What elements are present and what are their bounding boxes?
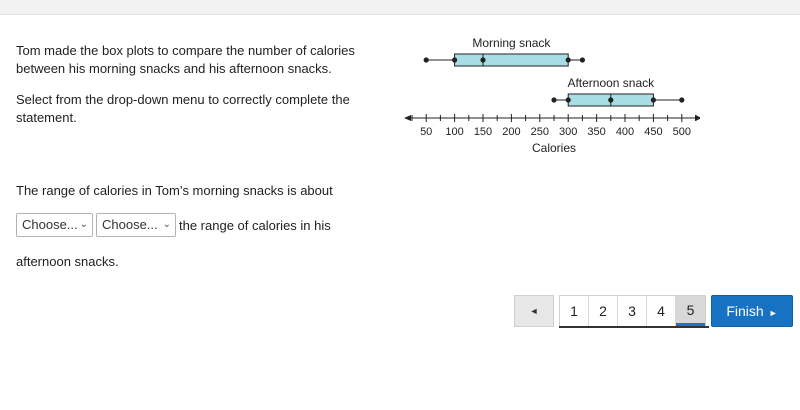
chevron-down-icon: ⌄ (79, 219, 88, 230)
page-button-2[interactable]: 2 (589, 296, 618, 326)
page-button-4[interactable]: 4 (647, 296, 676, 326)
x-tick-label: 100 (445, 126, 464, 138)
morning-snack-label: Morning snack (472, 36, 551, 50)
dropdown-2-value: Choose... (102, 217, 158, 232)
morning-snack-q3-point (566, 57, 571, 62)
page-button-1[interactable]: 1 (560, 296, 589, 326)
page-navigation (559, 295, 706, 327)
triangle-left-icon: ◄ (529, 306, 539, 316)
x-tick-label: 450 (644, 126, 663, 138)
afternoon-snack-min-point (551, 97, 556, 102)
finish-label: Finish (726, 303, 764, 319)
pages-underline (559, 326, 709, 328)
page-button-3[interactable]: 3 (618, 296, 647, 326)
comparison-dropdown-1[interactable] (16, 213, 93, 237)
afternoon-snack-q1-point (566, 97, 571, 102)
x-tick-label: 200 (502, 126, 521, 138)
morning-snack-median-point (480, 57, 485, 62)
previous-page-button[interactable] (514, 295, 554, 327)
x-tick-label: 150 (473, 126, 493, 138)
x-tick-label: 300 (559, 126, 578, 138)
afternoon-snack-median-point (608, 97, 613, 102)
morning-snack-q1-point (452, 57, 457, 62)
x-tick-label: 500 (672, 126, 691, 138)
x-axis-arrow-left (404, 115, 411, 121)
afternoon-snack-label: Afternoon snack (567, 76, 655, 90)
finish-button[interactable] (711, 295, 793, 327)
x-tick-label: 50 (420, 126, 433, 138)
x-tick-label: 400 (615, 126, 635, 138)
triangle-right-icon: ► (768, 308, 778, 318)
afternoon-snack-q3-point (651, 97, 656, 102)
morning-snack-max-point (580, 57, 585, 62)
question-instructions: Select from the drop-down menu to correctly complete the statement. (16, 92, 350, 125)
question-intro: Tom made the box plots to compare the number of calories between his morning snacks and his afternoon snacks. (16, 43, 355, 76)
x-tick-label: 350 (587, 126, 606, 138)
morning-snack-box (455, 54, 569, 66)
statement-end: afternoon snacks. (16, 254, 119, 269)
statement-continuation: the range of calories in his (179, 218, 331, 233)
statement-prompt: The range of calories in Tom’s morning snacks is about (16, 183, 333, 198)
morning-snack-min-point (424, 57, 429, 62)
top-bar (0, 0, 800, 15)
dropdown-1-value: Choose... (22, 217, 78, 232)
page-button-5[interactable]: 5 (676, 296, 705, 326)
x-axis-label: Calories (531, 141, 577, 155)
box-plot-chart (400, 30, 700, 160)
afternoon-snack-max-point (679, 97, 684, 102)
comparison-dropdown-2[interactable] (96, 213, 176, 237)
chevron-down-icon: ⌄ (162, 219, 171, 230)
x-tick-label: 250 (530, 126, 549, 138)
